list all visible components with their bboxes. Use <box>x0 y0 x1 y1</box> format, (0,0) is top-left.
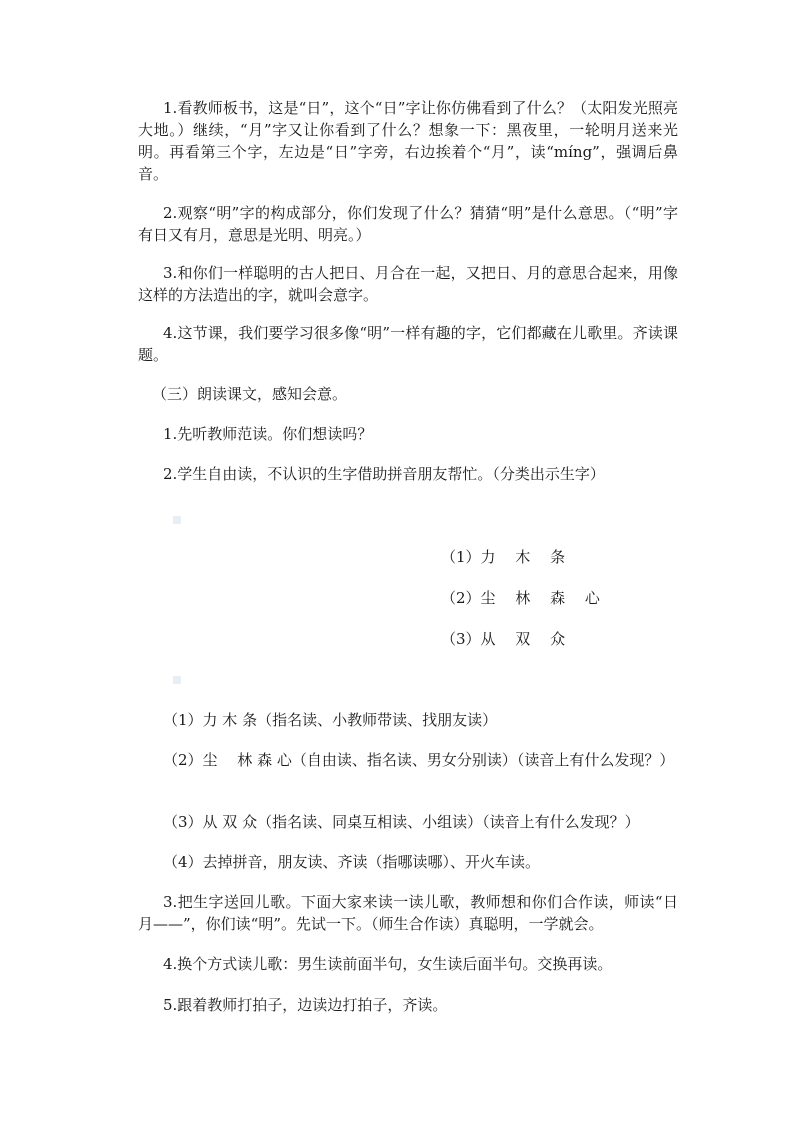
reading-row-2: （2）尘 林 森 心（自由读、指名读、男女分别读）（读音上有什么发现？） <box>163 751 675 769</box>
paragraph-2: 2.观察“明”字的构成部分，你们发现了什么？猜猜“明”是什么意思。（“明”字有日又有月，意思是光明、明亮。） <box>138 204 678 244</box>
reading-row-1: （1）力 木 条（指名读、小教师带读、找朋友读） <box>163 711 498 729</box>
reading-row-4: （4）去掉拼音，朋友读、齐读（指哪读哪）、开火车读。 <box>163 853 541 871</box>
paragraph-4: 4.这节课，我们要学习很多像“明”一样有趣的字，它们都藏在儿歌里。齐读课题。 <box>138 324 678 364</box>
placeholder-marker <box>173 676 181 684</box>
reading-row-3: （3）从 双 众（指名读、同桌互相读、小组读）（读音上有什么发现？） <box>163 813 640 831</box>
step-1: 1.先听教师范读。你们想读吗？ <box>163 425 373 443</box>
step-5: 5.跟着教师打拍子，边读边打拍子，齐读。 <box>163 996 448 1014</box>
step-3: 3.把生字送回儿歌。下面大家来读一读儿歌，教师想和你们合作读，师读“日月——”，你们读“明”。先试一下。（师生合作读）真聪明，一学就会。 <box>138 893 678 933</box>
word-group-3: （3）从 双 众 <box>441 630 566 648</box>
step-4: 4.换个方式读儿歌：男生读前面半句，女生读后面半句。交换再读。 <box>163 955 613 973</box>
word-group-1: （1）力 木 条 <box>441 548 566 566</box>
placeholder-marker <box>173 516 181 524</box>
section-heading-3: （三）朗读课文，感知会意。 <box>152 385 348 403</box>
paragraph-1: 1.看教师板书，这是“日”，这个“日”字让你仿佛看到了什么？（太阳发光照亮大地。）继续，“月”字又让你看到了什么？想象一下：黑夜里，一轮明月送来光明。再看第三个字，左边是“日”字旁，右边挨着个“月”，读“míng”，强调后鼻音。 <box>138 99 678 183</box>
step-2: 2.学生自由读，不认识的生字借助拼音朋友帮忙。（分类出示生字） <box>163 465 605 483</box>
word-group-2: （2）尘 林 森 心 <box>441 589 600 607</box>
paragraph-3: 3.和你们一样聪明的古人把日、月合在一起，又把日、月的意思合起来，用像这样的方法造出的字，就叫会意字。 <box>138 264 678 304</box>
